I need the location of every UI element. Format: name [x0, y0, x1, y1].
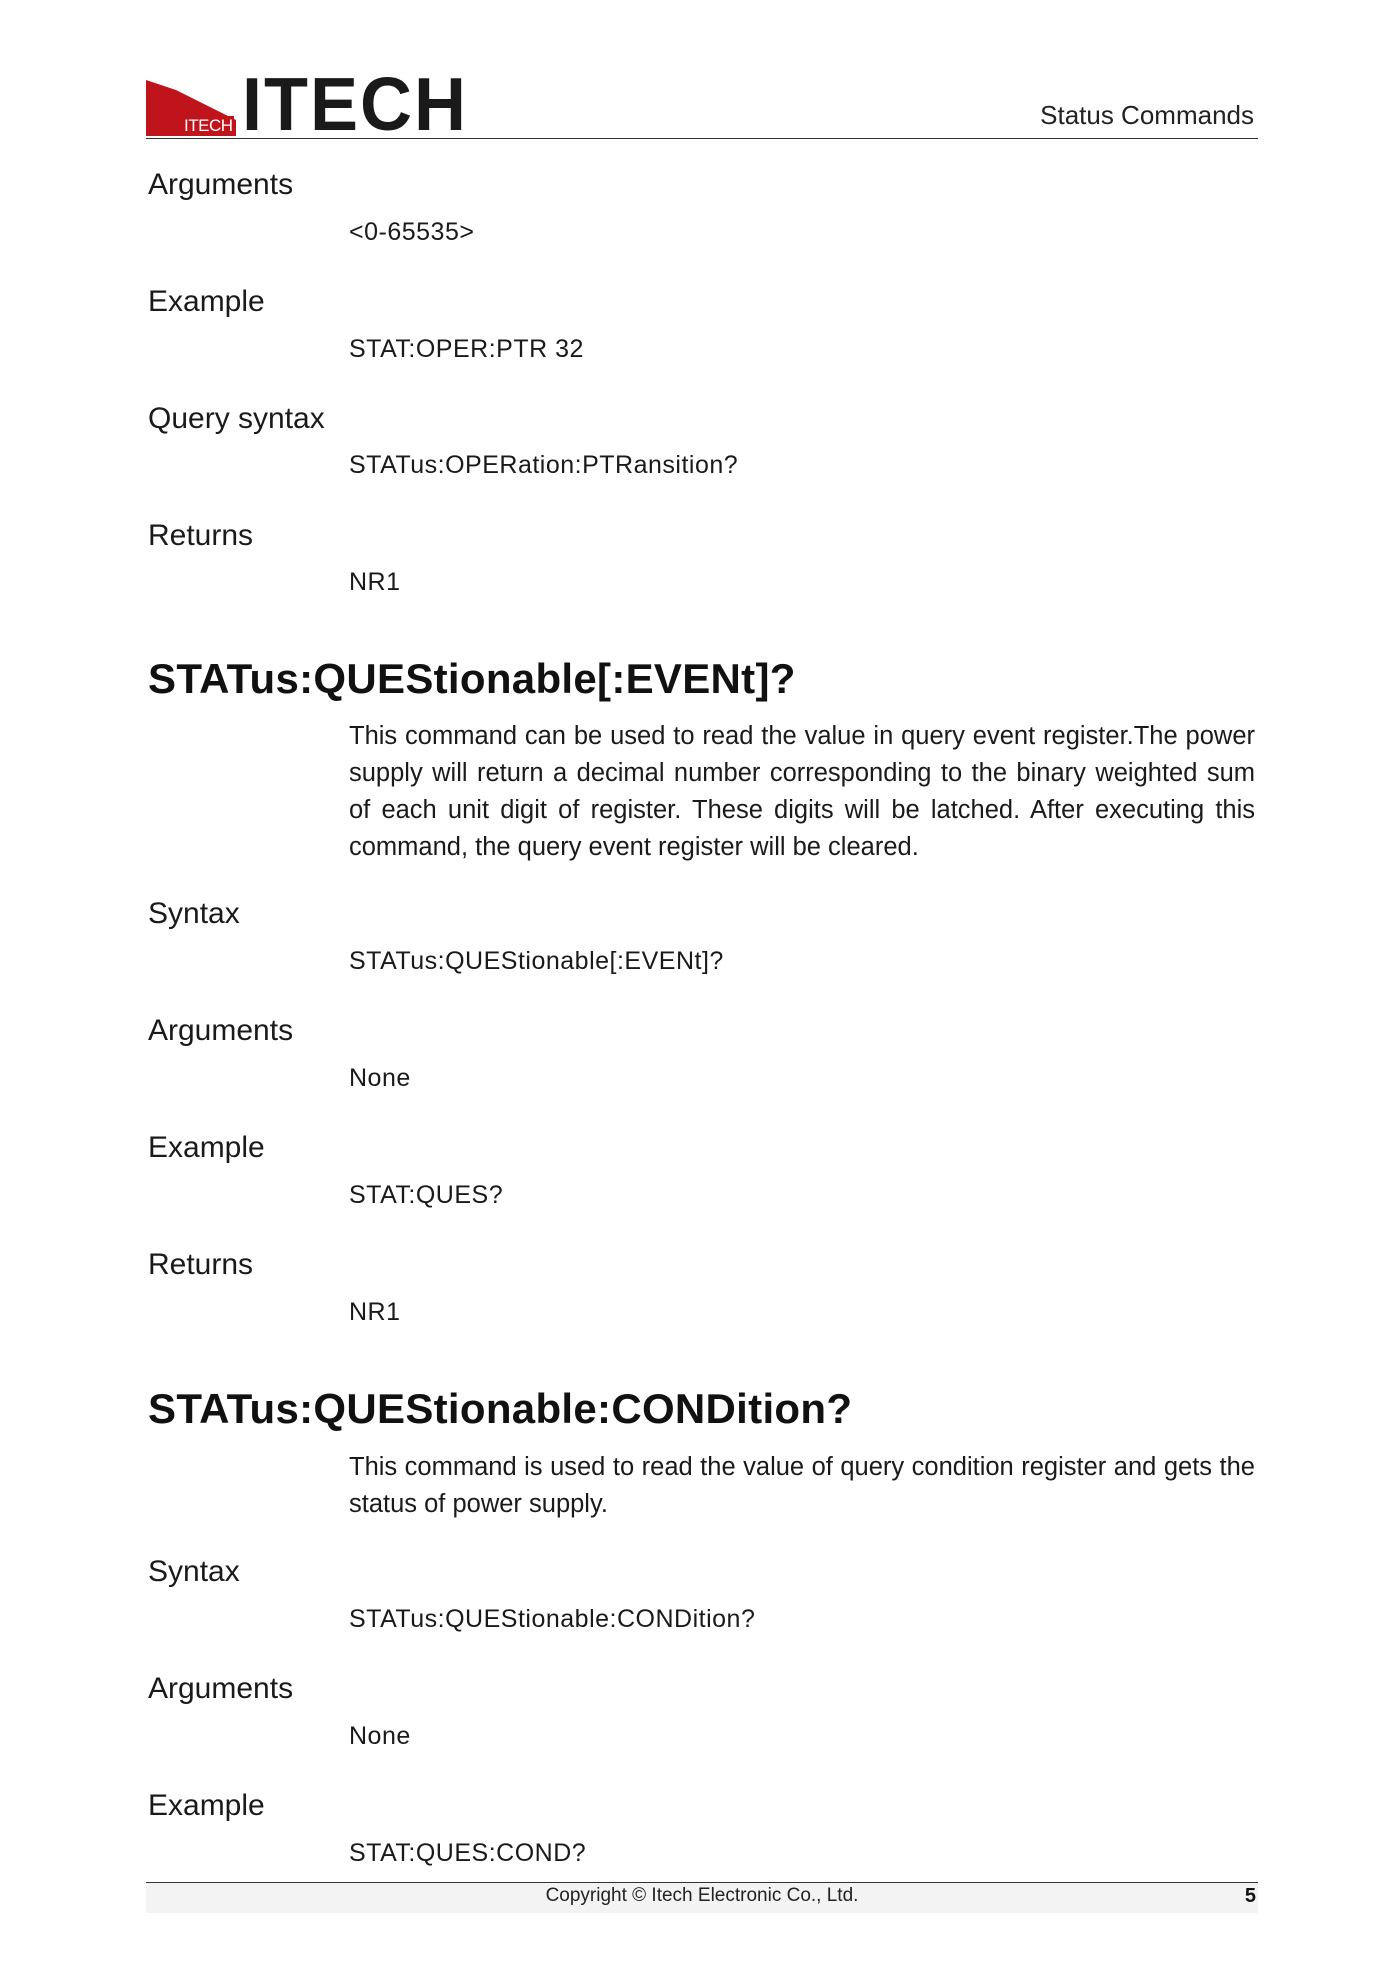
logo-small-text: ITECH — [184, 116, 233, 135]
command-description-condition: This command is used to read the value of query condition register and gets the status of power supply. — [349, 1453, 1255, 1518]
arguments-label: Arguments — [148, 1014, 294, 1047]
itech-logo — [146, 63, 468, 147]
returns-value: NR1 — [349, 1298, 401, 1326]
example-value: STAT:QUES? — [349, 1181, 504, 1209]
logo-wordmark: ITECH — [242, 63, 468, 147]
syntax-label: Syntax — [148, 897, 240, 930]
returns-label: Returns — [148, 519, 254, 552]
example-label: Example — [148, 1131, 265, 1164]
page-header — [146, 63, 1258, 147]
returns-value: NR1 — [349, 568, 401, 596]
header-section-title: Status Commands — [1040, 100, 1254, 130]
footer-copyright: Copyright © Itech Electronic Co., Ltd. — [545, 1885, 859, 1906]
command-heading-event: STATus:QUEStionable[:EVENt]? — [148, 655, 796, 702]
example-label: Example — [148, 285, 265, 318]
page-number: 5 — [1244, 1885, 1256, 1907]
example-value: STAT:QUES:COND? — [349, 1839, 587, 1867]
itech-logo-mark — [146, 80, 236, 136]
arguments-label: Arguments — [148, 168, 294, 201]
arguments-value: None — [349, 1064, 411, 1092]
example-label: Example — [148, 1789, 265, 1822]
returns-label: Returns — [148, 1248, 254, 1281]
example-value: STAT:OPER:PTR 32 — [349, 335, 584, 363]
arguments-label: Arguments — [148, 1672, 294, 1705]
syntax-value: STATus:QUEStionable[:EVENt]? — [349, 947, 724, 975]
syntax-value: STATus:QUEStionable:CONDition? — [349, 1605, 756, 1633]
arguments-value: <0-65535> — [349, 218, 475, 246]
syntax-label: Syntax — [148, 1555, 240, 1588]
command-description-event: This command can be used to read the value in query event register.The power supply will return a decimal number corresponding to the binary weighted sum of each unit digit of register. These digits will be latched. After executing this command, the query event register will be cleared. — [349, 722, 1255, 861]
page-footer — [146, 1882, 1258, 1913]
query-syntax-label: Query syntax — [148, 402, 325, 435]
query-syntax-value: STATus:OPERation:PTRansition? — [349, 451, 739, 479]
command-heading-condition: STATus:QUEStionable:CONDition? — [148, 1385, 853, 1432]
arguments-value: None — [349, 1722, 411, 1750]
